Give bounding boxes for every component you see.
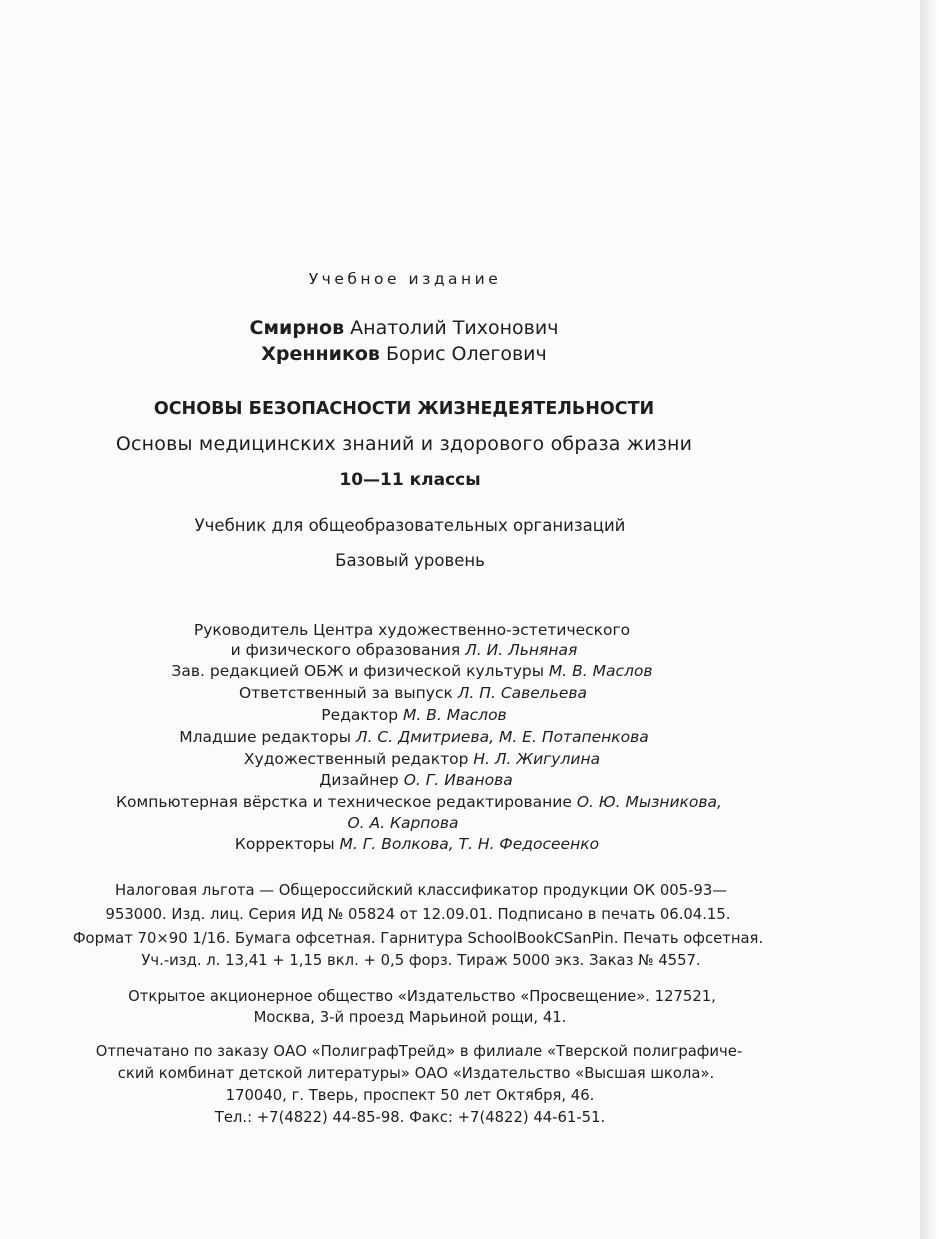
credit-person: Л. С. Дмитриева, М. Е. Потапенкова	[355, 728, 649, 746]
tax-line: Уч.-изд. л. 13,41 + 1,15 вкл. + 0,5 форз. Тираж 5000 экз. Заказ № 4557.	[141, 952, 701, 969]
author-2	[261, 345, 546, 364]
credit-role: Корректоры	[234, 835, 335, 853]
printer-line: 170040, г. Тверь, проспект 50 лет Октября, 46.	[225, 1087, 595, 1104]
credit-person: М. Г. Волкова, Т. Н. Федосеенко	[339, 835, 600, 853]
author-2-name: Борис Олегович	[386, 343, 547, 365]
credit-role: и физического образования	[230, 641, 461, 659]
credit-line	[319, 773, 512, 789]
printer-line: Тел.: +7(4822) 44-85-98. Факс: +7(4822) 44-61-51.	[214, 1109, 606, 1126]
credit-role: Дизайнер	[319, 771, 399, 789]
credit-person: М. В. Маслов	[403, 706, 507, 724]
printer-line: ский комбинат детской литературы» ОАО «Издательство «Высшая школа».	[117, 1065, 715, 1082]
purpose: Учебник для общеобразовательных организаций	[194, 516, 626, 535]
tax-line: 953000. Изд. лиц. Серия ИД № 05824 от 12.09.01. Подписано в печать 06.04.15.	[105, 906, 731, 923]
credit-line	[321, 708, 506, 724]
credit-line	[347, 816, 458, 832]
credit-line	[179, 730, 649, 746]
credit-person: Н. Л. Жигулина	[473, 750, 601, 768]
credit-role: Редактор	[321, 706, 399, 724]
publisher-line: Москва, 3-й проезд Марьиной рощи, 41.	[253, 1009, 567, 1026]
book-subtitle: Основы медицинских знаний и здорового образа жизни	[115, 433, 693, 455]
credit-person: Л. И. Льняная	[465, 641, 578, 659]
credit-role: Руководитель Центра художественно-эстетического	[193, 621, 631, 639]
credit-line	[235, 837, 599, 853]
publisher-line: Открытое акционерное общество «Издательство «Просвещение». 127521,	[128, 988, 716, 1005]
credit-line	[231, 643, 578, 659]
author-1	[250, 319, 559, 338]
tax-line: Формат 70×90 1/16. Бумага офсетная. Гарнитура SchoolBookCSanPin. Печать офсетная.	[72, 930, 764, 947]
credit-person: О. А. Карпова	[347, 814, 459, 832]
credit-line	[239, 686, 587, 702]
book-title: ОСНОВЫ БЕЗОПАСНОСТИ ЖИЗНЕДЕЯТЕЛЬНОСТИ	[153, 399, 655, 419]
author-2-surname: Хренников	[261, 343, 380, 365]
level: Базовый уровень	[335, 551, 485, 570]
credit-person: О. Ю. Мызникова,	[576, 793, 722, 811]
credit-line	[244, 752, 600, 768]
author-1-surname: Смирнов	[249, 317, 345, 339]
grades: 10—11 классы	[339, 470, 481, 490]
credit-role: Ответственный за выпуск	[238, 684, 453, 702]
credit-role: Компьютерная вёрстка и техническое редактирование	[116, 793, 572, 811]
credit-role: Младшие редакторы	[179, 728, 351, 746]
edition-type: Учебное издание	[308, 270, 502, 288]
credit-role: Художественный редактор	[243, 750, 469, 768]
credit-line	[116, 795, 722, 811]
printer-line: Отпечатано по заказу ОАО «ПолиграфТрейд» в филиале «Тверской полиграфиче-	[95, 1043, 743, 1060]
credit-person: Л. П. Савельева	[457, 684, 588, 702]
credit-person: О. Г. Иванова	[403, 771, 513, 789]
credit-line	[171, 664, 652, 680]
credit-person: М. В. Маслов	[548, 662, 653, 680]
author-1-name: Анатолий Тихонович	[350, 317, 559, 339]
credit-line	[194, 623, 630, 639]
credit-role: Зав. редакцией ОБЖ и физической культуры	[171, 662, 544, 680]
page-edge-shadow	[920, 0, 939, 1239]
tax-line: Налоговая льгота — Общероссийский классификатор продукции ОК 005-93—	[114, 882, 728, 899]
